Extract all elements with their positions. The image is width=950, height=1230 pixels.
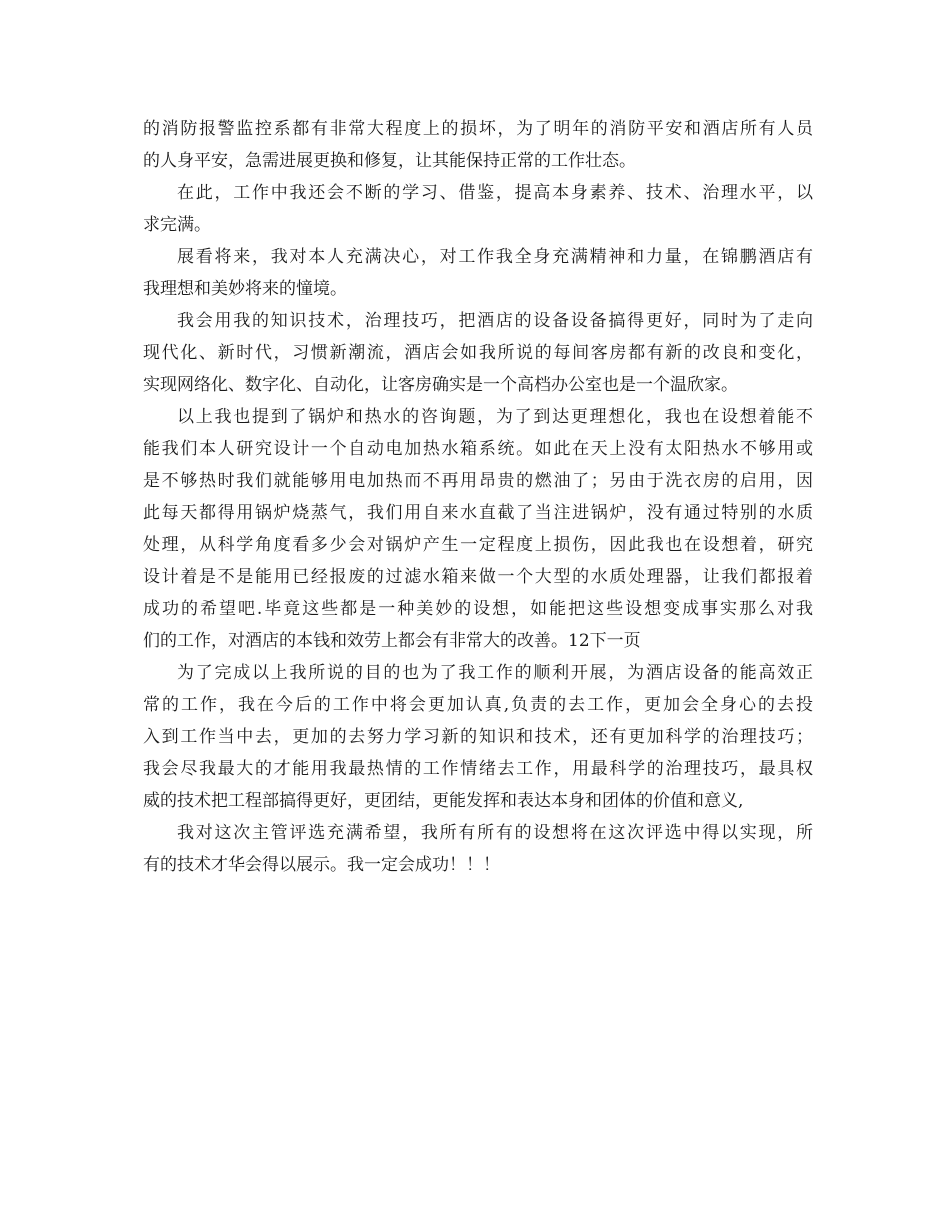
text-line: 实现网络化、数字化、自动化，让客房确实是一个高档办公室也是一个温欣家。	[143, 375, 738, 395]
text-line: 我会尽我最大的才能用我最热情的工作情绪去工作，用最科学的治理技巧，最具权	[143, 759, 813, 779]
text-line: 我对这次主管评选充满希望，我所有所有的设想将在这次评选中得以实现，所	[177, 823, 813, 843]
paragraph-conclusion	[143, 817, 813, 881]
text-line: 在此，工作中我还会不断的学习、借鉴，提高本身素养、技术、治理水平，以	[177, 183, 813, 203]
text-line: 常的工作，我在今后的工作中将会更加认真,负责的去工作，更加会全身心的去投	[143, 695, 813, 715]
text-line: 威的技术把工程部搞得更好，更团结，更能发挥和表达本身和团体的价值和意义,	[143, 791, 744, 811]
text-line: 有的技术才华会得以展示。我一定会成功！！！	[143, 855, 500, 875]
text-line: 展看将来，我对本人充满决心，对工作我全身充满精神和力量，在锦鹏酒店有	[177, 247, 813, 267]
text-line: 入到工作当中去，更加的去努力学习新的知识和技术，还有更加科学的治理技巧；	[143, 727, 813, 747]
page-link-1[interactable]: 1	[568, 631, 579, 651]
text-line: 为了完成以上我所说的目的也为了我工作的顺利开展，为酒店设备的能高效正	[177, 663, 813, 683]
next-page-link[interactable]: 下一页	[589, 631, 641, 651]
paragraph-modernization	[143, 305, 813, 401]
text-line: 我会用我的知识技术，治理技巧，把酒店的设备设备搞得更好，同时为了走向	[177, 311, 813, 331]
paragraph-outlook	[143, 241, 813, 305]
text-line-with-pagination	[143, 625, 813, 657]
text-line: 求完满。	[143, 215, 211, 235]
text-line: 的消防报警监控系都有非常大程度上的损坏，为了明年的消防平安和酒店所有人员	[143, 119, 813, 139]
text-line: 设计着是不是能用已经报废的过滤水箱来做一个大型的水质处理器，让我们都报着	[143, 567, 813, 587]
paragraph-fire-alarm	[143, 113, 813, 177]
text-line: 以上我也提到了锅炉和热水的咨询题，为了到达更理想化，我也在设想着能不	[177, 407, 813, 427]
text-line: 处理，从科学角度看多少会对锅炉产生一定程度上损伤，因此我也在设想着，研究	[143, 535, 813, 555]
text-line: 是不够热时我们就能够用电加热而不再用昂贵的燃油了；另由于洗衣房的启用，因	[143, 471, 813, 491]
text-line: 我理想和美妙将来的憧境。	[143, 279, 347, 299]
document-body	[143, 113, 813, 881]
text-line-content: 们的工作，对酒店的本钱和效劳上都会有非常大的改善。	[143, 631, 568, 651]
paragraph-commitment	[143, 657, 813, 817]
paragraph-boiler	[143, 401, 813, 657]
text-line: 成功的希望吧.毕竟这些都是一种美妙的设想，如能把这些设想变成事实那么对我	[143, 599, 813, 619]
text-line: 现代化、新时代，习惯新潮流，酒店会如我所说的每间客房都有新的改良和变化，	[143, 343, 813, 363]
text-line: 能我们本人研究设计一个自动电加热水箱系统。如此在天上没有太阳热水不够用或	[143, 439, 813, 459]
text-line: 的人身平安，急需进展更换和修复，让其能保持正常的工作壮态。	[143, 151, 636, 171]
page-link-2[interactable]: 2	[578, 631, 590, 651]
paragraph-learning	[143, 177, 813, 241]
text-line: 此每天都得用锅炉烧蒸气，我们用自来水直截了当注进锅炉，没有通过特别的水质	[143, 503, 813, 523]
